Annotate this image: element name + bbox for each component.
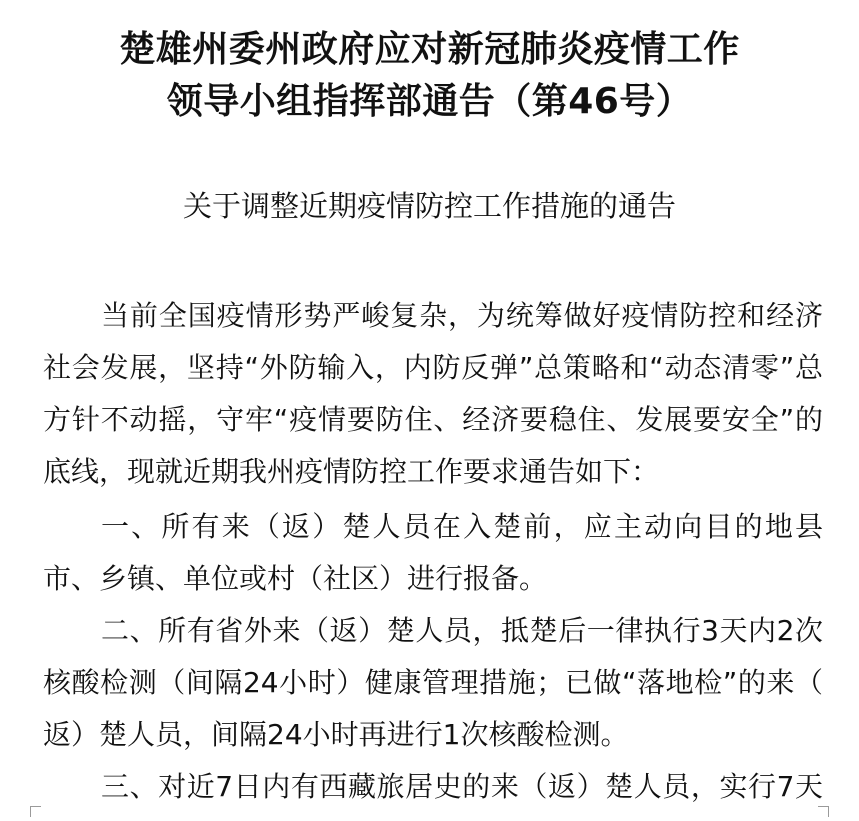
paragraph-line: 方针不动摇，守牢“疫情要防住、经济要稳住、发展要安全”的 (43, 403, 823, 436)
paragraph-line: 三、对近7日内有西藏旅居史的来（返）楚人员，实行7天 (101, 770, 823, 803)
paragraph-line: 核酸检测（间隔24小时）健康管理措施；已做“落地检”的来（ (43, 666, 823, 699)
document-title-line-2: 领导小组指挥部通告（第46号） (166, 81, 693, 122)
page-corner-mark (30, 806, 41, 817)
document-subtitle: 关于调整近期疫情防控工作措施的通告 (182, 189, 676, 223)
page-corner-mark (818, 806, 829, 817)
paragraph-line: 二、所有省外来（返）楚人员，抵楚后一律执行3天内2次 (101, 614, 823, 647)
paragraph-line: 一、所有来（返）楚人员在入楚前，应主动向目的地县 (101, 510, 823, 543)
paragraph-line: 返）楚人员，间隔24小时再进行1次核酸检测。 (43, 718, 629, 751)
document-title-line-1: 楚雄州委州政府应对新冠肺炎疫情工作 (119, 29, 740, 70)
paragraph-line: 社会发展，坚持“外防输入，内防反弹”总策略和“动态清零”总 (43, 351, 823, 384)
paragraph-line: 当前全国疫情形势严峻复杂，为统筹做好疫情防控和经济 (101, 299, 823, 332)
paragraph-line: 底线，现就近期我州疫情防控工作要求通告如下： (43, 455, 660, 488)
paragraph-line: 市、乡镇、单位或村（社区）进行报备。 (43, 562, 548, 595)
